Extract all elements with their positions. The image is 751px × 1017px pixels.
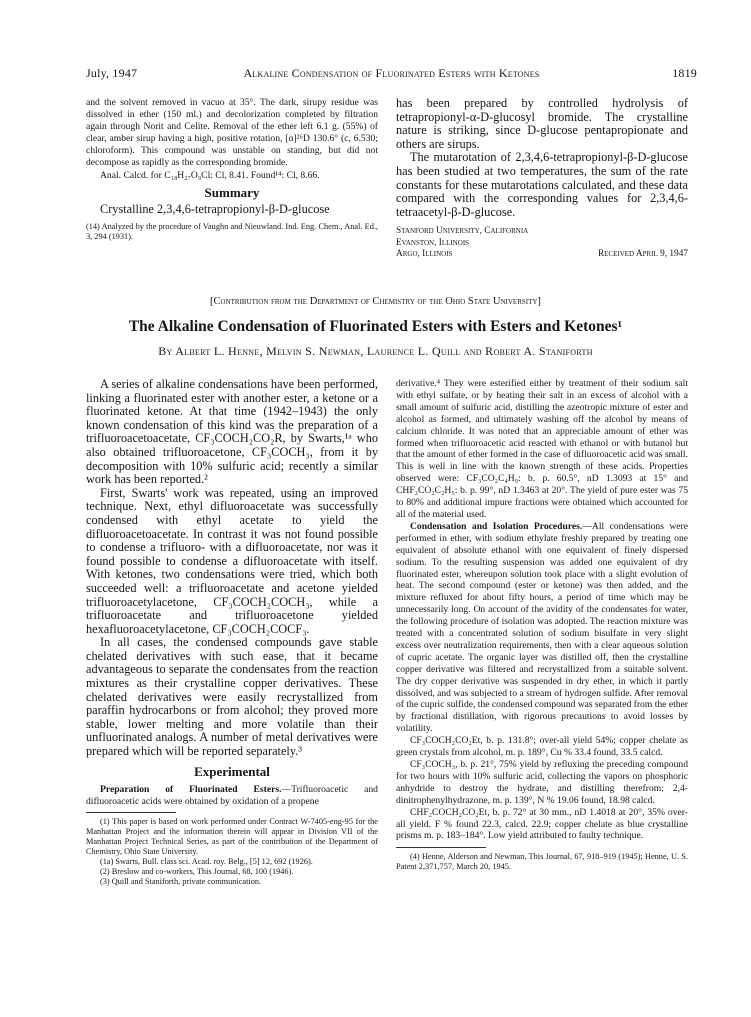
affiliation-block xyxy=(396,226,688,261)
footnote-rule-right xyxy=(396,847,486,848)
compound-trifluoroacetone: CF₃COCH₃, b. p. 21°, 75% yield by refluxing the preceding compound for two hours with 10% sulfuric acid, collecting the vapors on phosphoric anhydride to destroy the hydrate, and distilling therefrom; 2,4-dinitrophenylhydrazone, m. p. 139°, N % 19.06 found, 18.98 calcd. xyxy=(396,759,688,806)
summary-heading: Summary xyxy=(204,185,260,201)
article-authors: By Albert L. Henne, Melvin S. Newman, Laurence L. Quill and Robert A. Staniforth xyxy=(158,344,593,358)
preparation-label: Preparation of Fluorinated Esters. xyxy=(100,783,282,795)
intro-paragraph-2: First, Swarts' work was repeated, using an improved technique. Next, ethyl difluoroacetate was successfully condensed with ethyl acetate to yield the difluoroacetoacetate. In contrast it was not found possible to condense a trifluoro- with a difluoroacetate, nor was it found possible to condense a difluoroacetate with itself. With ketones, two condensations were tried, which both succeeded well: a trifluoroacetate and acetone yielded trifluoroacetylacetone, CF₃COCH₂COCH₃, while a trifluoroacetate and trifluoroacetone yielded hexafluoroacetylacetone, CF₃COCH₂COCF₃. xyxy=(86,485,378,636)
footnote-2: (2) Breslow and co-workers, This Journal, 68, 100 (1946). xyxy=(100,866,294,876)
footnotes-left xyxy=(86,817,378,886)
footnote-1: (1) This paper is based on work performed under Contract W-7405-eng-95 for the Manhattan Project and the information therein will appear in Division VII of the Manhattan Project Technical Series, as part of the contribution of the Department of Chemistry, Ohio State University. xyxy=(86,817,378,857)
footnote-4: (4) Henne, Alderson and Newman, This Journal, 67, 918–919 (1945); Henne, U. S. Patent 2,371,757, March 20, 1945. xyxy=(396,852,688,872)
compound-trifluoroacetoacetate: CF₃COCH₂CO₂Et, b. p. 131.8°; over-all yield 54%; copper chelate as green crystals from alcohol, m. p. 189°, Cu % 33.4 found, 33.5 calcd. xyxy=(396,735,688,759)
affiliation-line-2: Evanston, Illinois xyxy=(396,237,470,248)
esterification-paragraph: derivative.⁴ They were esterified either by treatment of their sodium salt with ethyl sulfate, or by heating their salt in an excess of alcohol with a small amount of sulfuric acid, distilling the azeotropic mixture of ester and alcohol as formed, and ultimately washing off the alcohol by means of calcium chloride. It was noted that an appreciable amount of ether was formed when trifluoroacetic acid reacted with ethanol or with butanol but that the amount of ether formed in the case of difluoroacetic acid was small. This is well in line with the known strength of these acids. Properties observed were: CF₃CO₂C₄H₉: b. p. 60.5°, nD 1.3093 at 15° and CHF₂CO₂C₂H₅: b. p. 99°, nD 1.3463 at 20°. The yield of pure ester was 75 to 80% and additional impure fractions were obtained which accounted for all of the material used. xyxy=(396,378,688,520)
main-left-column xyxy=(86,378,378,887)
analysis-line: Anal. Calcd. for C₁₈H₂₇O₉Cl: Cl, 8.41. Found¹⁴: Cl, 8.66. xyxy=(100,170,320,182)
intro-paragraph-1: A series of alkaline condensations have been performed, linking a fluorinated ester with another ester, a ketone or a fluorinated ketone. At that time (1942–1943) the only known condensation of this kind was the preparation of a trifluoroacetoacetate, CF₃COCH₂CO₂R, by Swarts,¹ᵃ who also obtained trifluoroacetone, CF₃COCH₃, from it by decomposition with 10% sulfuric acid; recently a similar work has been reported.² xyxy=(86,377,378,487)
affiliation-line-3 xyxy=(396,249,688,261)
prev-article-right-column xyxy=(396,97,688,261)
received-date: Received April 9, 1947 xyxy=(597,249,688,260)
main-right-column xyxy=(396,378,688,872)
experimental-heading: Experimental xyxy=(194,763,270,779)
compound-difluoroacetoacetate: CHF₂COCH₂CO₂Et, b. p. 72° at 30 mm., nD 1.4018 at 20°, 35% over-all yield. F % found 22.3, calcd. 22.9; copper chelate as blue crystalline prisms m. p. 183–184°. Low yield attributed to faulty technique. xyxy=(396,806,688,842)
footnote-3: (3) Quill and Staniforth, private communication. xyxy=(100,876,262,886)
footnote-rule xyxy=(86,812,176,813)
intro-paragraph-3: In all cases, the condensed compounds gave stable chelated derivatives with such ease, that it became advantageous to separate the condensates from the reaction mixtures as their crystalline copper derivatives. These chelated derivatives were easily recrystallized from paraffin hydrocarbons or from alcohol; they proved more stable, lower melting and more volatile than their unfluorinated analogs. A number of metal derivatives were prepared which will be reported separately.³ xyxy=(86,635,378,759)
summary-mutarotation: The mutarotation of 2,3,4,6-tetrapropionyl-β-D-glucose has been studied at two temperatures, the sum of the rate constants for these mutarotations calculated, and these data compared with the corresponding values for 2,3,4,6-tetraacetyl-β-D-glucose. xyxy=(396,150,688,219)
footnote-14: (14) Analyzed by the procedure of Vaughn and Nieuwland. Ind. Eng. Chem., Anal. Ed., 3, 294 (1931). xyxy=(86,221,378,241)
preparation-text: —Trifluoroacetic and difluoroacetic acids were obtained by oxidation of a propene xyxy=(86,783,378,807)
running-header xyxy=(86,66,697,82)
header-date: July, 1947 xyxy=(86,66,138,80)
condensation-label: Condensation and Isolation Procedures. xyxy=(410,520,583,532)
header-running-title: Alkaline Condensation of Fluorinated Esters with Ketones xyxy=(243,66,540,80)
condensation-text: —All condensations were performed in ether, with sodium ethylate freshly prepared by treating one equivalent of absolute ethanol with one equivalent of finely dispersed sodium. To the resulting suspension was added one equivalent of dry fluorinated ester, whereupon solution took place with a slight evolution of heat. The second compound (ester or ketone) was then added, and the mixture refluxed for about fifty hours, a period of time which may be unnecessarily long. On account of the avidity of the condensates for water, the following procedure of isolation was adopted. The reaction mixture was treated with a concentrated solution of sodium bisulfate in very slight excess over neutralization requirements, then with a clear aqueous solution of cupric acetate. The organic layer was distilled off, then the crystalline copper derivative was filtered and recrystallized from a suitable solvent. The dry copper derivative was suspended in dry ether, in which it partly dissolved, and was subjected to a stream of hydrogen sulfide. After removal of the cupric sulfide, the condensed compound was separated from the ether by fractional distillation, with rigorous precautions to avoid losses by volatility. xyxy=(396,520,688,735)
affiliation-line-1: Stanford University, California xyxy=(396,226,529,237)
affiliation-city: Argo, Illinois xyxy=(396,249,453,260)
condensation-paragraph xyxy=(396,521,688,735)
prev-article-paragraph: and the solvent removed in vacuo at 35°. The dark, sirupy residue was dissolved in ether (150 ml.) and decolorization completed by filtration again through Norit and Celite. Removal of the ether left 6.1 g. (55%) of clear, amber sirup having a high, positive rotation, [α]²⁶D 130.6° (c, 6.530; chloroform). This compound was unstable on standing, but did not decompose as rapidly as the corresponding bromide. xyxy=(86,97,378,168)
prev-article-left-column xyxy=(86,97,378,242)
article-title: The Alkaline Condensation of Fluorinated Esters with Esters and Ketones¹ xyxy=(128,318,623,335)
contribution-line: [Contribution from the Department of Chemistry of the Ohio State University] xyxy=(210,296,541,307)
summary-start: Crystalline 2,3,4,6-tetrapropionyl-β-D-glucose xyxy=(100,202,330,217)
footnote-1a: (1a) Swarts, Bull. class sci. Acad. roy. Belg., [5] 12, 692 (1926). xyxy=(100,857,313,867)
preparation-paragraph xyxy=(86,784,378,808)
summary-continuation: has been prepared by controlled hydrolysis of tetrapropionyl-α-D-glucosyl bromide. The crystalline nature is striking, since D-glucose pentapropionate and others are sirups. xyxy=(396,96,688,151)
header-page-number: 1819 xyxy=(672,66,697,80)
